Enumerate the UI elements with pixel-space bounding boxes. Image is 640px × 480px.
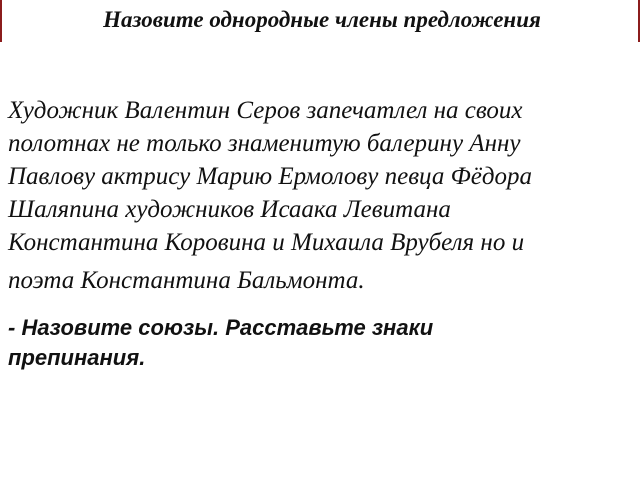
sentence-block — [8, 94, 628, 297]
title-bar — [0, 0, 640, 42]
sentence-line: Шаляпина художников Исаака Левитана — [8, 196, 451, 223]
sentence-line: Константина Коровина и Михаила Врубеля но и — [8, 229, 525, 256]
task-line: препинания. — [8, 345, 146, 370]
task-block — [8, 313, 628, 373]
sentence-line: поэта Константина Бальмонта. — [8, 267, 365, 294]
slide-title: Назовите однородные члены предложения — [103, 7, 541, 32]
task-line: - Назовите союзы. Расставьте знаки — [8, 315, 434, 340]
sentence-line: Художник Валентин Серов запечатлел на своих — [8, 97, 523, 124]
sentence-line: Павлову актрису Марию Ермолову певца Фёдора — [8, 163, 532, 190]
sentence-line: полотнах не только знаменитую балерину Анну — [8, 130, 521, 157]
